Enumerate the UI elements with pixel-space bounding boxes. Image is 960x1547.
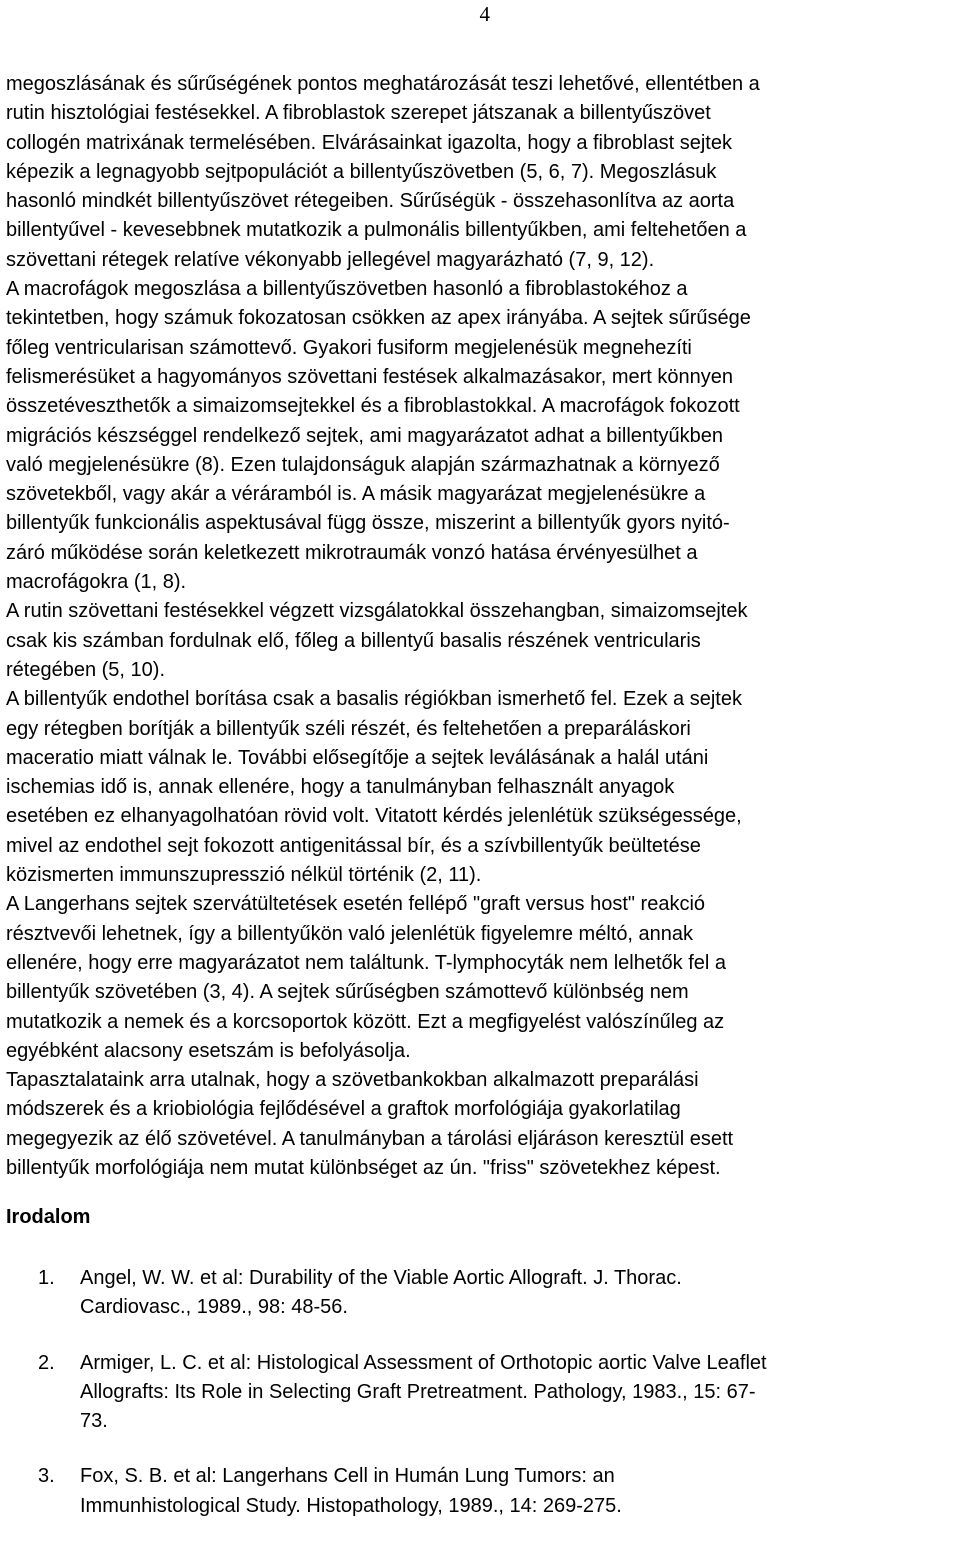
reference-number: 3. [38,1465,55,1488]
body-line: összetéveszthetők a simaizomsejtekkel és a fibroblastokkal. A macrofágok fokozott [6,395,740,418]
reference-line: Allografts: Its Role in Selecting Graft Pretreatment. Pathology, 1983., 15: 67- [80,1380,756,1403]
page-number: 4 [479,2,490,26]
body-line: A Langerhans sejtek szervátültetések esetén fellépő "graft versus host" reakció [6,893,706,916]
references-heading: Irodalom [6,1206,91,1228]
body-line: migrációs készséggel rendelkező sejtek, ami magyarázatot adhat a billentyűkben [6,424,724,447]
body-line: esetében ez elhanyagolhatóan rövid volt. Vitatott kérdés jelenlétük szükségessége, [6,805,742,828]
reference-line: Armiger, L. C. et al: Histological Assessment of Orthotopic aortic Valve Leaflet [80,1351,767,1374]
body-line: közismerten immunszupresszió nélkül történik (2, 11). [6,864,482,887]
body-line: módszerek és a kriobiológia fejlődésével a graftok morfológiája gyakorlatilag [6,1098,681,1121]
body-line: való megjelenésükre (8). Ezen tulajdonságuk alapján származhatnak a környező [6,453,720,476]
body-line: főleg ventricularisan számottevő. Gyakori fusiform megjelenésük megnehezíti [6,336,692,359]
body-line: felismerésüket a hagyományos szövettani festések alkalmazásakor, mert könnyen [6,365,734,388]
body-line: egy rétegben borítják a billentyűk széli részét, és feltehetően a preparáláskori [6,717,691,740]
reference-number: 1. [38,1267,55,1289]
reference-item [38,1462,958,1521]
body-line: szövetekből, vagy akár a véráramból is. A másik magyarázat megjelenésükre a [6,483,706,506]
reference-line: Fox, S. B. et al: Langerhans Cell in Humán Lung Tumors: an [80,1465,615,1488]
reference-line: 73. [80,1410,108,1433]
body-line: A billentyűk endothel borítása csak a basalis régiókban ismerhető fel. Ezek a sejtek [6,688,742,711]
body-line: mivel az endothel sejt fokozott antigenitással bír, és a szívbillentyűk beültetése [6,834,701,857]
body-line: mutatkozik a nemek és a korcsoportok között. Ezt a megfigyelést valószínűleg az [6,1010,725,1033]
body-line: ischemias idő is, annak ellenére, hogy a tanulmányban felhasznált anyagok [6,776,675,799]
body-line: billentyűvel - kevesebbnek mutatkozik a pulmonális billentyűkben, ami feltehetően a [6,219,747,242]
body-line: Tapasztalataink arra utalnak, hogy a szövetbankokban alkalmazott preparálási [6,1069,699,1092]
reference-item [38,1349,958,1437]
body-line: A macrofágok megoszlása a billentyűszövetben hasonló a fibroblastokéhoz a [6,278,688,301]
reference-line: Immunhistological Study. Histopathology, 1989., 14: 269-275. [80,1494,622,1517]
body-line: megegyezik az élő szövetével. A tanulmányban a tárolási eljáráson keresztül esett [6,1127,734,1150]
body-line: A rutin szövettani festésekkel végzett vizsgálatokkal összehangban, simaizomsejtek [6,600,748,623]
body-line: hasonló mindkét billentyűszövet rétegeiben. Sűrűségük - összehasonlítva az aorta [6,190,735,213]
body-line: billentyűk funkcionális aspektusával függ össze, miszerint a billentyűk gyors nyitó- [6,512,730,535]
reference-line: Cardiovasc., 1989., 98: 48-56. [80,1296,348,1319]
body-line: maceratio miatt válnak le. További elősegítője a sejtek leválásának a halál utáni [6,746,709,769]
body-line: rétegében (5, 10). [6,658,165,681]
body-line: záró működése során keletkezett mikrotraumák vonzó hatása érvényesülhet a [6,541,698,564]
body-line: ellenére, hogy erre magyarázatot nem találtunk. T-lymphocyták nem lelhetők fel a [6,951,726,974]
body-line: egyébként alacsony esetszám is befolyásolja. [6,1039,411,1062]
body-line: megoszlásának és sűrűségének pontos meghatározását teszi lehetővé, ellentétben a [6,73,760,95]
body-line: rutin hisztológiai festésekkel. A fibroblastok szerepet játszanak a billentyűszövet [6,102,711,125]
body-line: macrofágokra (1, 8). [6,571,187,594]
body-text [6,70,956,1183]
body-line: szövettani rétegek relatíve vékonyabb jellegével magyarázható (7, 9, 12). [6,248,655,271]
body-line: billentyűk szövetében (3, 4). A sejtek sűrűségben számottevő különbség nem [6,981,689,1004]
body-line: collogén matrixának termelésében. Elvárásainkat igazolta, hogy a fibroblast sejtek [6,131,732,154]
body-line: képezik a legnagyobb sejtpopulációt a billentyűszövetben (5, 6, 7). Megoszlásuk [6,160,717,183]
body-line: csak kis számban fordulnak elő, főleg a billentyű basalis részének ventricularis [6,629,701,652]
body-line: résztvevői lehetnek, így a billentyűkön való jelenlétük figyelemre méltó, annak [6,922,694,945]
references-list [38,1264,958,1547]
reference-item [38,1264,958,1323]
reference-line: Angel, W. W. et al: Durability of the Viable Aortic Allograft. J. Thorac. [80,1267,682,1289]
reference-number: 2. [38,1351,55,1374]
body-line: billentyűk morfológiája nem mutat különbséget az ún. "friss" szövetekhez képest. [6,1156,721,1179]
body-line: tekintetben, hogy számuk fokozatosan csökken az apex irányába. A sejtek sűrűsége [6,307,751,330]
